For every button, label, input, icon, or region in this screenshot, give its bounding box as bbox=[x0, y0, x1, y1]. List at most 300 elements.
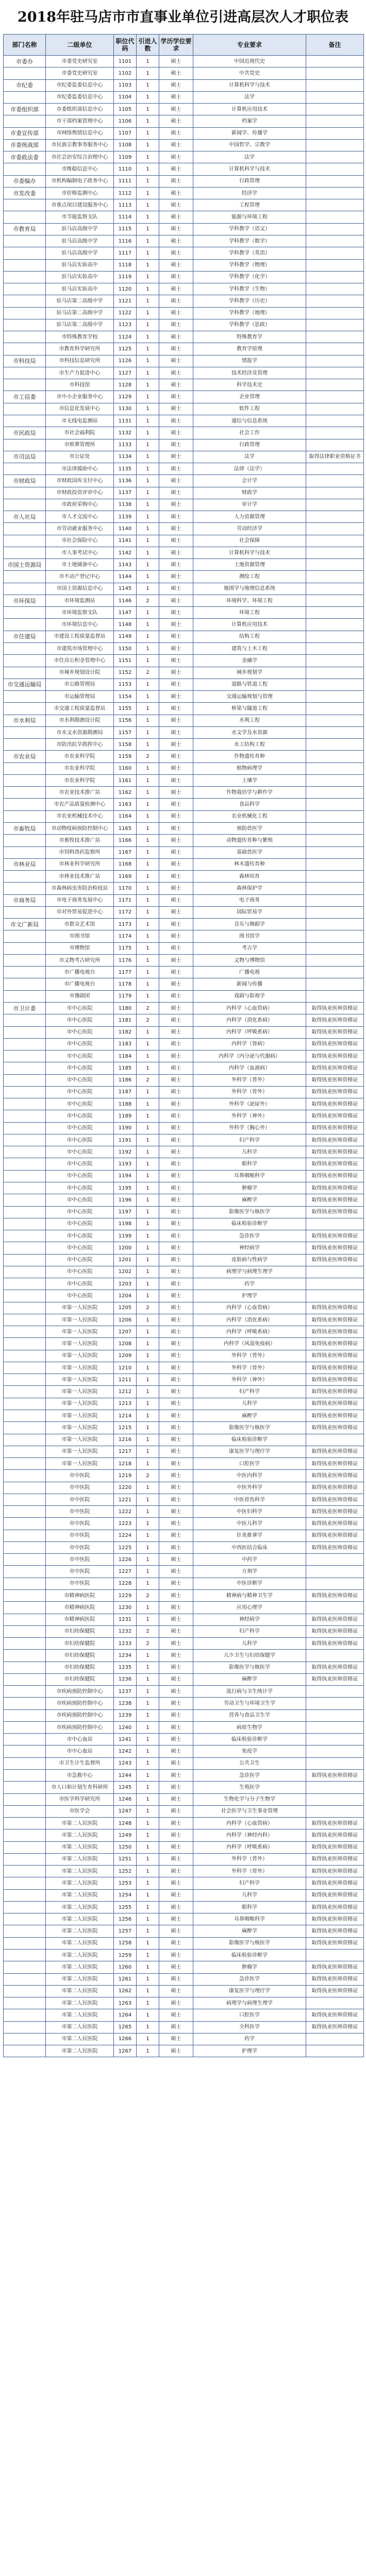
cell-edu: 硕士 bbox=[159, 1829, 193, 1841]
cell-unit: 市图书馆 bbox=[46, 930, 114, 942]
cell-dept: 市文广新局 bbox=[4, 919, 46, 930]
table-row bbox=[4, 343, 364, 355]
cell-num: 1 bbox=[137, 799, 159, 810]
cell-note bbox=[306, 1805, 364, 1817]
cell-num: 2 bbox=[137, 1302, 159, 1314]
cell-unit: 市网络舆情信息中心 bbox=[46, 127, 114, 139]
cell-unit: 市财政投资评审中心 bbox=[46, 487, 114, 499]
cell-note bbox=[306, 331, 364, 343]
table-row bbox=[4, 307, 364, 319]
cell-major: 法律（法学） bbox=[193, 463, 306, 475]
cell-code: 1215 bbox=[114, 1422, 137, 1434]
cell-code: 1162 bbox=[114, 787, 137, 799]
cell-major: 中药学 bbox=[193, 1554, 306, 1566]
cell-edu: 硕士 bbox=[159, 1793, 193, 1805]
cell-unit: 市第二人民医院 bbox=[46, 1949, 114, 1961]
cell-num: 1 bbox=[137, 1398, 159, 1410]
table-row bbox=[4, 1326, 364, 1338]
cell-code: 1228 bbox=[114, 1578, 137, 1589]
cell-note: 取得法律职业资格证书 bbox=[306, 451, 364, 463]
cell-major: 社会工作 bbox=[193, 427, 306, 439]
cell-code: 1108 bbox=[114, 139, 137, 151]
cell-edu: 硕士 bbox=[159, 79, 193, 91]
cell-code: 1115 bbox=[114, 223, 137, 235]
cell-edu: 硕士 bbox=[159, 1506, 193, 1518]
table-row bbox=[4, 703, 364, 715]
cell-major: 内科学（呼吸系病） bbox=[193, 1026, 306, 1038]
cell-dept bbox=[4, 1866, 46, 1877]
cell-code: 1132 bbox=[114, 427, 137, 439]
cell-num: 1 bbox=[137, 1422, 159, 1434]
cell-code: 1224 bbox=[114, 1530, 137, 1541]
table-row bbox=[4, 1829, 364, 1841]
cell-code: 1110 bbox=[114, 163, 137, 175]
cell-note: 取得执业医师资格证 bbox=[306, 1937, 364, 1949]
cell-dept bbox=[4, 762, 46, 774]
cell-unit: 市中心医院 bbox=[46, 1206, 114, 1218]
table-row bbox=[4, 1853, 364, 1865]
cell-note bbox=[306, 607, 364, 619]
cell-note: 取得执业医师资格证 bbox=[306, 1841, 364, 1853]
cell-unit: 市第二人民医院 bbox=[46, 2009, 114, 2021]
header-row bbox=[4, 35, 364, 56]
cell-edu: 硕士 bbox=[159, 211, 193, 223]
cell-num: 1 bbox=[137, 1518, 159, 1530]
cell-code: 1104 bbox=[114, 91, 137, 103]
cell-unit: 市第二人民医院 bbox=[46, 1937, 114, 1949]
cell-note bbox=[306, 643, 364, 655]
cell-dept: 市司法局 bbox=[4, 451, 46, 463]
cell-code: 1197 bbox=[114, 1206, 137, 1218]
cell-unit: 驻马店实验高中 bbox=[46, 271, 114, 283]
cell-code: 1148 bbox=[114, 619, 137, 631]
table-row bbox=[4, 583, 364, 595]
cell-major: 国际贸易学 bbox=[193, 906, 306, 918]
table-row bbox=[4, 1721, 364, 1733]
cell-major: 护理学 bbox=[193, 1290, 306, 1302]
cell-unit: 市建筑市场管理中心 bbox=[46, 643, 114, 655]
cell-unit: 市农业机械技术中心 bbox=[46, 810, 114, 822]
cell-unit: 市中心医院 bbox=[46, 1278, 114, 1290]
cell-dept bbox=[4, 1266, 46, 1278]
table-row bbox=[4, 919, 364, 930]
cell-num: 2 bbox=[137, 1014, 159, 1026]
cell-num: 1 bbox=[137, 307, 159, 319]
cell-edu: 硕士 bbox=[159, 1422, 193, 1434]
cell-edu: 硕士 bbox=[159, 1686, 193, 1698]
cell-note bbox=[306, 655, 364, 667]
cell-unit: 市重点项目建设服务中心 bbox=[46, 199, 114, 211]
cell-note bbox=[306, 703, 364, 715]
header-unit: 二级单位 bbox=[46, 35, 114, 56]
cell-code: 1187 bbox=[114, 1086, 137, 1098]
table-row bbox=[4, 1410, 364, 1422]
cell-num: 1 bbox=[137, 1386, 159, 1398]
cell-code: 1184 bbox=[114, 1050, 137, 1062]
cell-major: 口腔医学 bbox=[193, 2009, 306, 2021]
cell-major: 外科学（骨外） bbox=[193, 1362, 306, 1374]
cell-major: 内科学（内分泌与代谢病） bbox=[193, 1050, 306, 1062]
cell-code: 1101 bbox=[114, 56, 137, 67]
cell-code: 1263 bbox=[114, 1997, 137, 2009]
cell-note bbox=[306, 307, 364, 319]
cell-dept bbox=[4, 1434, 46, 1446]
table-row bbox=[4, 331, 364, 343]
cell-code: 1235 bbox=[114, 1662, 137, 1673]
cell-unit: 市电子商务发展中心 bbox=[46, 894, 114, 906]
cell-dept bbox=[4, 2009, 46, 2021]
cell-note bbox=[306, 1578, 364, 1589]
cell-code: 1257 bbox=[114, 1925, 137, 1937]
cell-major: 耳鼻咽喉科学 bbox=[193, 1170, 306, 1182]
table-row bbox=[4, 967, 364, 978]
cell-num: 1 bbox=[137, 1566, 159, 1578]
table-row bbox=[4, 1434, 364, 1446]
cell-major: 内科学（消化系病） bbox=[193, 1314, 306, 1326]
cell-unit: 市林业科学研究所 bbox=[46, 858, 114, 870]
cell-edu: 硕士 bbox=[159, 715, 193, 726]
cell-note: 取得执业医师资格证 bbox=[306, 1973, 364, 1985]
cell-note bbox=[306, 259, 364, 271]
table-row bbox=[4, 751, 364, 762]
cell-dept bbox=[4, 367, 46, 379]
cell-edu: 硕士 bbox=[159, 1146, 193, 1158]
cell-num: 1 bbox=[137, 954, 159, 966]
cell-unit: 市中医院 bbox=[46, 1518, 114, 1530]
cell-code: 1106 bbox=[114, 115, 137, 127]
cell-edu: 硕士 bbox=[159, 703, 193, 715]
cell-major: 财政学 bbox=[193, 487, 306, 499]
cell-num: 1 bbox=[137, 151, 159, 163]
cell-code: 1194 bbox=[114, 1170, 137, 1182]
cell-major: 临床检验诊断学 bbox=[193, 1734, 306, 1745]
cell-num: 1 bbox=[137, 1686, 159, 1698]
cell-dept bbox=[4, 523, 46, 535]
cell-code: 1206 bbox=[114, 1314, 137, 1326]
cell-code: 1176 bbox=[114, 954, 137, 966]
table-row bbox=[4, 1242, 364, 1254]
cell-code: 1161 bbox=[114, 774, 137, 786]
cell-edu: 硕士 bbox=[159, 835, 193, 846]
table-row bbox=[4, 739, 364, 751]
table-row bbox=[4, 283, 364, 295]
cell-code: 1258 bbox=[114, 1937, 137, 1949]
table-row bbox=[4, 1266, 364, 1278]
cell-major: 行政管理 bbox=[193, 439, 306, 451]
cell-edu: 硕士 bbox=[159, 1050, 193, 1062]
cell-code: 1207 bbox=[114, 1326, 137, 1338]
cell-unit: 市中心医院 bbox=[46, 1098, 114, 1110]
cell-major: 生殖医学 bbox=[193, 1782, 306, 1793]
cell-num: 1 bbox=[137, 1230, 159, 1242]
table-row bbox=[4, 1625, 364, 1637]
table-row bbox=[4, 942, 364, 954]
cell-code: 1248 bbox=[114, 1818, 137, 1829]
cell-edu: 硕士 bbox=[159, 691, 193, 703]
cell-note bbox=[306, 1650, 364, 1662]
cell-note: 取得执业医师资格证 bbox=[306, 1398, 364, 1410]
table-row bbox=[4, 223, 364, 235]
cell-edu: 硕士 bbox=[159, 1901, 193, 1913]
cell-num: 2 bbox=[137, 1470, 159, 1482]
cell-note bbox=[306, 2045, 364, 2057]
cell-major: 作物遗传育种 bbox=[193, 751, 306, 762]
cell-note bbox=[306, 810, 364, 822]
cell-note: 取得执业医师资格证 bbox=[306, 1901, 364, 1913]
cell-edu: 硕士 bbox=[159, 1541, 193, 1553]
cell-dept bbox=[4, 739, 46, 751]
table-row bbox=[4, 1398, 364, 1410]
table-row bbox=[4, 726, 364, 738]
cell-dept bbox=[4, 2045, 46, 2057]
table-row bbox=[4, 1290, 364, 1302]
cell-edu: 硕士 bbox=[159, 667, 193, 679]
cell-major: 能源与环境工程 bbox=[193, 211, 306, 223]
cell-num: 1 bbox=[137, 1949, 159, 1961]
cell-num: 1 bbox=[137, 247, 159, 259]
cell-edu: 硕士 bbox=[159, 1853, 193, 1865]
cell-edu: 硕士 bbox=[159, 1374, 193, 1386]
cell-code: 1234 bbox=[114, 1650, 137, 1662]
cell-note: 取得执业医师资格证 bbox=[306, 1541, 364, 1553]
cell-major: 新闻与传播 bbox=[193, 978, 306, 990]
cell-num: 1 bbox=[137, 1769, 159, 1781]
table-row bbox=[4, 295, 364, 307]
cell-num: 1 bbox=[137, 631, 159, 642]
cell-dept bbox=[4, 1829, 46, 1841]
cell-unit: 市农产品质量检测中心 bbox=[46, 799, 114, 810]
cell-unit: 市第一人民医院 bbox=[46, 1374, 114, 1386]
cell-edu: 硕士 bbox=[159, 1866, 193, 1877]
cell-edu: 硕士 bbox=[159, 1470, 193, 1482]
cell-edu: 硕士 bbox=[159, 271, 193, 283]
cell-dept bbox=[4, 1578, 46, 1589]
table-row bbox=[4, 403, 364, 415]
cell-major: 水文学及水资源 bbox=[193, 726, 306, 738]
cell-code: 1190 bbox=[114, 1122, 137, 1134]
cell-dept bbox=[4, 307, 46, 319]
cell-num: 2 bbox=[137, 667, 159, 679]
cell-unit: 市价格监测中心 bbox=[46, 187, 114, 199]
cell-unit: 市第一人民医院 bbox=[46, 1434, 114, 1446]
cell-dept bbox=[4, 1937, 46, 1949]
cell-edu: 硕士 bbox=[159, 679, 193, 690]
cell-major: 学科教学（地理） bbox=[193, 307, 306, 319]
cell-unit: 市卫生计生监督所 bbox=[46, 1757, 114, 1769]
position-table bbox=[3, 34, 364, 2057]
cell-major: 作物栽培学与耕作学 bbox=[193, 787, 306, 799]
cell-unit: 市中心医院 bbox=[46, 1146, 114, 1158]
cell-num: 1 bbox=[137, 1506, 159, 1518]
cell-unit: 市第一人民医院 bbox=[46, 1422, 114, 1434]
cell-dept bbox=[4, 1110, 46, 1122]
cell-unit: 市疾病预防控制中心 bbox=[46, 1709, 114, 1721]
cell-unit: 市土地储备中心 bbox=[46, 559, 114, 571]
cell-num: 1 bbox=[137, 115, 159, 127]
cell-edu: 硕士 bbox=[159, 655, 193, 667]
cell-major: 病理学与病理生理学 bbox=[193, 1997, 306, 2009]
cell-edu: 硕士 bbox=[159, 439, 193, 451]
cell-major: 戏剧与影视学 bbox=[193, 990, 306, 1002]
cell-num: 1 bbox=[137, 1194, 159, 1206]
cell-major: 学科教学（化学） bbox=[193, 271, 306, 283]
cell-note: 取得执业医师资格证 bbox=[306, 1338, 364, 1350]
cell-dept: 市人社局 bbox=[4, 511, 46, 523]
cell-code: 1191 bbox=[114, 1134, 137, 1146]
cell-edu: 硕士 bbox=[159, 978, 193, 990]
cell-edu: 硕士 bbox=[159, 942, 193, 954]
cell-unit: 市中心医院 bbox=[46, 1266, 114, 1278]
cell-num: 1 bbox=[137, 535, 159, 547]
cell-num: 1 bbox=[137, 283, 159, 295]
cell-num: 1 bbox=[137, 2033, 159, 2045]
cell-code: 1114 bbox=[114, 211, 137, 223]
cell-dept bbox=[4, 1374, 46, 1386]
cell-dept bbox=[4, 1206, 46, 1218]
cell-unit: 市机构编制电子政务中心 bbox=[46, 175, 114, 187]
cell-major: 劳动卫生与环境卫生学 bbox=[193, 1698, 306, 1709]
table-row bbox=[4, 391, 364, 403]
cell-code: 1130 bbox=[114, 403, 137, 415]
cell-num: 1 bbox=[137, 762, 159, 774]
cell-unit: 市第一人民医院 bbox=[46, 1386, 114, 1398]
cell-major: 中共党史 bbox=[193, 67, 306, 79]
cell-num: 1 bbox=[137, 1709, 159, 1721]
cell-note: 取得执业医师资格证 bbox=[306, 1146, 364, 1158]
table-row bbox=[4, 247, 364, 259]
cell-dept: 市水利局 bbox=[4, 715, 46, 726]
table-row bbox=[4, 1518, 364, 1530]
cell-edu: 硕士 bbox=[159, 1170, 193, 1182]
cell-note bbox=[306, 1686, 364, 1698]
cell-major: 文物与博物馆 bbox=[193, 954, 306, 966]
cell-num: 1 bbox=[137, 607, 159, 619]
cell-num: 1 bbox=[137, 1698, 159, 1709]
cell-note: 取得执业医师资格证 bbox=[306, 1913, 364, 1925]
page-title: 2018年驻马店市市直事业单位引进高层次人才职位表 bbox=[17, 9, 349, 25]
cell-dept bbox=[4, 115, 46, 127]
table-row bbox=[4, 415, 364, 427]
cell-code: 1122 bbox=[114, 307, 137, 319]
cell-unit: 市农业科学院 bbox=[46, 751, 114, 762]
cell-note bbox=[306, 967, 364, 978]
cell-dept bbox=[4, 810, 46, 822]
cell-note: 取得执业医师资格证 bbox=[306, 1206, 364, 1218]
cell-note: 取得执业医师资格证 bbox=[306, 1374, 364, 1386]
cell-code: 1222 bbox=[114, 1506, 137, 1518]
cell-code: 1231 bbox=[114, 1614, 137, 1625]
cell-note: 取得执业医师资格证 bbox=[306, 1014, 364, 1026]
cell-note: 取得执业医师资格证 bbox=[306, 1386, 364, 1398]
cell-major: 中医外科学 bbox=[193, 1482, 306, 1494]
cell-edu: 硕士 bbox=[159, 1314, 193, 1326]
cell-unit: 市中心医院 bbox=[46, 1242, 114, 1254]
cell-unit: 市殡葬管理所 bbox=[46, 439, 114, 451]
cell-major: 内科学（神经内科） bbox=[193, 1829, 306, 1841]
table-row bbox=[4, 643, 364, 655]
table-row bbox=[4, 1062, 364, 1074]
cell-unit: 市人才交流中心 bbox=[46, 511, 114, 523]
cell-code: 1223 bbox=[114, 1518, 137, 1530]
cell-dept bbox=[4, 235, 46, 247]
cell-edu: 硕士 bbox=[159, 990, 193, 1002]
cell-num: 1 bbox=[137, 1434, 159, 1446]
cell-major: 图书馆学 bbox=[193, 930, 306, 942]
cell-note bbox=[306, 846, 364, 858]
cell-unit: 市第一人民医院 bbox=[46, 1326, 114, 1338]
table-row bbox=[4, 1362, 364, 1374]
cell-dept bbox=[4, 967, 46, 978]
cell-note bbox=[306, 978, 364, 990]
cell-num: 1 bbox=[137, 1146, 159, 1158]
cell-code: 1159 bbox=[114, 751, 137, 762]
cell-dept bbox=[4, 1925, 46, 1937]
cell-note bbox=[306, 823, 364, 835]
cell-num: 1 bbox=[137, 523, 159, 535]
cell-major: 内科学（肾病） bbox=[193, 1038, 306, 1050]
cell-edu: 硕士 bbox=[159, 1242, 193, 1254]
cell-edu: 硕士 bbox=[159, 1889, 193, 1901]
cell-edu: 硕士 bbox=[159, 1554, 193, 1566]
cell-note bbox=[306, 211, 364, 223]
cell-num: 1 bbox=[137, 415, 159, 427]
cell-dept bbox=[4, 1446, 46, 1458]
cell-num: 1 bbox=[137, 1602, 159, 1614]
cell-major: 中国哲学、宗教学 bbox=[193, 139, 306, 151]
table-row bbox=[4, 1194, 364, 1206]
cell-edu: 硕士 bbox=[159, 1182, 193, 1194]
cell-note bbox=[306, 631, 364, 642]
cell-major: 眼科学 bbox=[193, 1901, 306, 1913]
cell-major: 经济学 bbox=[193, 187, 306, 199]
cell-code: 1165 bbox=[114, 823, 137, 835]
cell-num: 1 bbox=[137, 835, 159, 846]
cell-dept bbox=[4, 1410, 46, 1422]
cell-unit: 市委党史研究室 bbox=[46, 56, 114, 67]
cell-major: 儿科学 bbox=[193, 1889, 306, 1901]
cell-edu: 硕士 bbox=[159, 523, 193, 535]
cell-num: 1 bbox=[137, 475, 159, 487]
cell-dept bbox=[4, 2021, 46, 2033]
cell-code: 1118 bbox=[114, 259, 137, 271]
cell-num: 2 bbox=[137, 1074, 159, 1086]
cell-note bbox=[306, 919, 364, 930]
cell-unit: 市交通工程质量监督站 bbox=[46, 703, 114, 715]
cell-edu: 硕士 bbox=[159, 571, 193, 583]
cell-major: 方剂学 bbox=[193, 1566, 306, 1578]
cell-dept bbox=[4, 1721, 46, 1733]
cell-note: 取得执业医师资格证 bbox=[306, 2009, 364, 2021]
cell-num: 1 bbox=[137, 379, 159, 391]
cell-unit: 市第二人民医院 bbox=[46, 1973, 114, 1985]
cell-dept bbox=[4, 1470, 46, 1482]
table-row bbox=[4, 367, 364, 379]
table-row bbox=[4, 930, 364, 942]
cell-unit: 市医学科学研究所 bbox=[46, 1793, 114, 1805]
cell-unit: 市广播电视台 bbox=[46, 978, 114, 990]
cell-major: 中医妇科学 bbox=[193, 1506, 306, 1518]
table-row bbox=[4, 115, 364, 127]
table-row bbox=[4, 499, 364, 511]
cell-code: 1246 bbox=[114, 1793, 137, 1805]
cell-dept bbox=[4, 295, 46, 307]
cell-code: 1216 bbox=[114, 1434, 137, 1446]
cell-num: 1 bbox=[137, 1206, 159, 1218]
cell-major: 社会保障 bbox=[193, 535, 306, 547]
cell-edu: 硕士 bbox=[159, 1362, 193, 1374]
table-row bbox=[4, 1506, 364, 1518]
cell-note: 取得执业医师资格证 bbox=[306, 1074, 364, 1086]
